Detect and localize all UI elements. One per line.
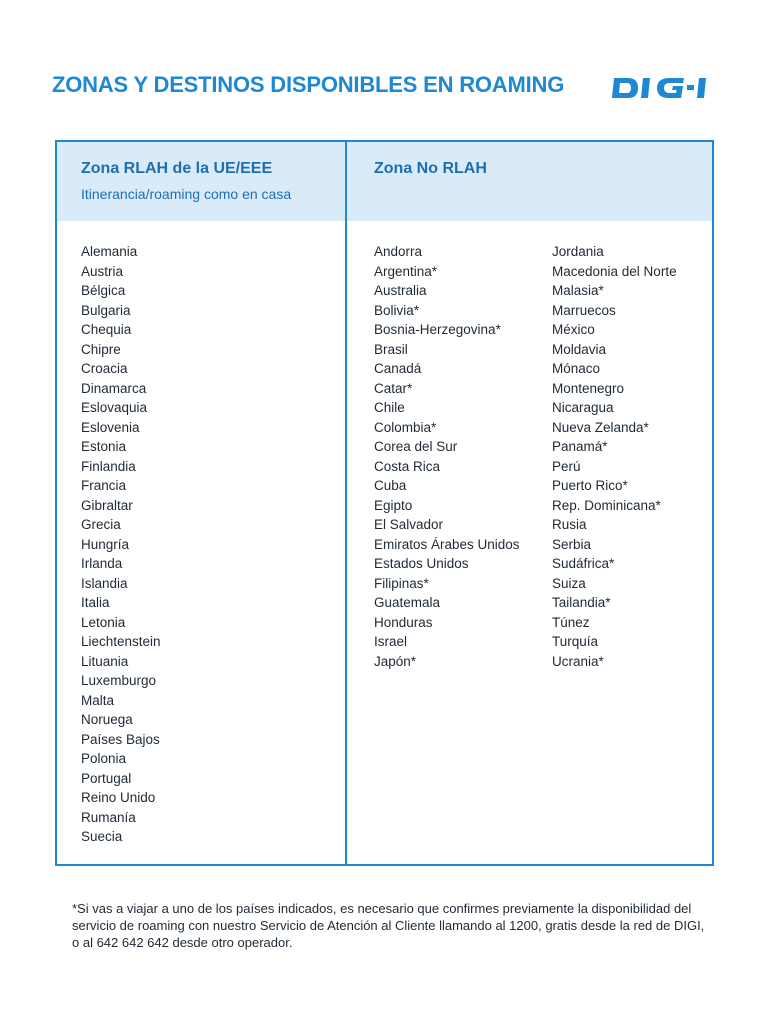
country-item: Bolivia* bbox=[374, 302, 420, 318]
country-item: Colombia* bbox=[374, 419, 437, 435]
country-item: Canadá bbox=[374, 361, 422, 376]
country-item: Rumanía bbox=[81, 809, 136, 825]
country-item: Túnez bbox=[552, 614, 590, 630]
country-item: Marruecos bbox=[552, 302, 616, 318]
country-item: Ucrania* bbox=[552, 653, 604, 669]
country-item: Nueva Zelanda* bbox=[552, 419, 649, 435]
country-item: Portugal bbox=[81, 770, 132, 786]
country-item: Malasia* bbox=[552, 283, 604, 298]
country-item: Polonia bbox=[81, 751, 127, 766]
country-item: Grecia bbox=[81, 517, 121, 532]
country-item: Suiza bbox=[552, 575, 586, 591]
country-item: Tailandia* bbox=[552, 595, 611, 610]
country-item: Serbia bbox=[552, 536, 592, 552]
country-item: Montenegro bbox=[552, 380, 625, 396]
country-item: Turquía bbox=[552, 634, 599, 649]
country-item: Lituania bbox=[81, 653, 129, 669]
country-item: Perú bbox=[552, 458, 581, 474]
country-item: Gibraltar bbox=[81, 497, 133, 513]
country-item: Reino Unido bbox=[81, 790, 156, 805]
country-item: Francia bbox=[81, 478, 127, 493]
country-item: Corea del Sur bbox=[374, 439, 458, 454]
country-item: Rep. Dominicana* bbox=[552, 497, 661, 513]
country-item: El Salvador bbox=[374, 517, 444, 532]
country-item: Islandia bbox=[81, 575, 128, 591]
country-item: Austria bbox=[81, 263, 124, 279]
country-item: Filipinas* bbox=[374, 575, 429, 591]
country-item: Mónaco bbox=[552, 361, 601, 376]
country-item: Letonia bbox=[81, 614, 126, 630]
country-item: Sudáfrica* bbox=[552, 556, 615, 571]
table-header bbox=[57, 142, 712, 221]
country-item: Cuba bbox=[374, 478, 407, 493]
country-item: Finlandia bbox=[81, 458, 136, 474]
rlah-country-list bbox=[81, 242, 161, 847]
country-item: Rusia bbox=[552, 517, 587, 532]
country-item: Hungría bbox=[81, 536, 130, 552]
digi-logo bbox=[612, 76, 708, 100]
page-title: ZONAS Y DESTINOS DISPONIBLES EN ROAMING bbox=[52, 72, 565, 97]
country-item: Estados Unidos bbox=[374, 556, 469, 571]
country-item: Bulgaria bbox=[81, 302, 131, 318]
country-item: Luxemburgo bbox=[81, 673, 157, 688]
rlah-zone-subtitle: Itinerancia/roaming como en casa bbox=[81, 186, 292, 202]
no-rlah-zone-title: Zona No RLAH bbox=[374, 160, 487, 177]
country-item: Croacia bbox=[81, 361, 128, 376]
country-item: Alemania bbox=[81, 244, 138, 259]
country-item: Eslovenia bbox=[81, 419, 140, 435]
country-item: Malta bbox=[81, 692, 115, 708]
country-item: Irlanda bbox=[81, 556, 123, 571]
column-divider bbox=[345, 142, 347, 864]
rlah-zone-title: Zona RLAH de la UE/EEE bbox=[81, 160, 273, 177]
country-item: Jordania bbox=[552, 244, 604, 259]
no-rlah-country-list-1 bbox=[374, 242, 520, 671]
country-item: Panamá* bbox=[552, 439, 608, 454]
country-item: Italia bbox=[81, 595, 110, 610]
country-item: Eslovaquia bbox=[81, 400, 148, 415]
country-item: Emiratos Árabes Unidos bbox=[374, 536, 520, 552]
country-item: Suecia bbox=[81, 829, 123, 844]
footnote: *Si vas a viajar a uno de los países indicados, es necesario que confirmes previamente la disponibilidad del servicio de roaming con nuestro Servicio de Atención al Cliente llamando al 1200, gratis desde la red de DIGI, o al 642 642 642 desde otro operador. bbox=[72, 901, 705, 950]
country-item: Egipto bbox=[374, 497, 413, 513]
country-item: Honduras bbox=[374, 614, 433, 630]
country-item: México bbox=[552, 322, 595, 337]
country-item: Japón* bbox=[374, 653, 417, 669]
country-item: Moldavia bbox=[552, 341, 607, 357]
country-item: Catar* bbox=[374, 380, 413, 396]
no-rlah-country-list-2 bbox=[552, 242, 677, 671]
country-item: Macedonia del Norte bbox=[552, 263, 677, 279]
country-item: Argentina* bbox=[374, 263, 438, 279]
country-item: Costa Rica bbox=[374, 458, 441, 474]
country-item: Liechtenstein bbox=[81, 634, 161, 649]
country-item: Estonia bbox=[81, 439, 127, 454]
country-item: Guatemala bbox=[374, 595, 441, 610]
country-item: Nicaragua bbox=[552, 400, 614, 415]
country-item: Australia bbox=[374, 283, 427, 298]
country-item: Bosnia-Herzegovina* bbox=[374, 322, 501, 337]
country-item: Israel bbox=[374, 634, 408, 649]
roaming-zones-table bbox=[55, 140, 714, 866]
country-item: Andorra bbox=[374, 244, 423, 259]
country-item: Noruega bbox=[81, 712, 133, 727]
country-item: Países Bajos bbox=[81, 731, 160, 747]
country-item: Chipre bbox=[81, 341, 121, 357]
country-item: Puerto Rico* bbox=[552, 478, 628, 493]
country-item: Bélgica bbox=[81, 283, 126, 298]
country-item: Brasil bbox=[374, 341, 408, 357]
country-item: Dinamarca bbox=[81, 380, 147, 396]
country-item: Chile bbox=[374, 400, 405, 415]
country-item: Chequia bbox=[81, 322, 132, 337]
